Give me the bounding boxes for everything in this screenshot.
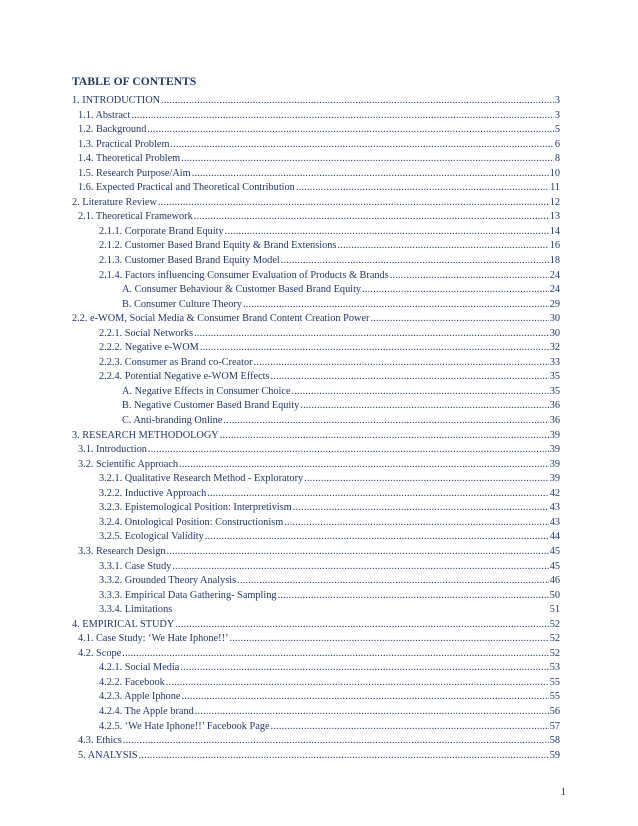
toc-entry-title: 4.3. Ethics (78, 735, 122, 747)
toc-entry-title: 3.3.2. Grounded Theory Analysis (99, 575, 237, 587)
toc-entry[interactable] (72, 399, 560, 414)
toc-entry[interactable] (72, 167, 560, 182)
toc-entry-title: 2.2. e-WOM, Social Media & Consumer Brand Content Creation Power (72, 313, 370, 325)
dot-leader (254, 356, 549, 371)
toc-entry-title: 4.2. Scope (78, 647, 122, 659)
dot-leader (171, 138, 554, 153)
toc-entry-title: 2.2.2. Negative e-WOM (99, 342, 199, 354)
toc-entry[interactable] (72, 298, 560, 313)
dot-leader (147, 123, 553, 138)
toc-entry-title: 3.3.1. Case Study (99, 560, 172, 572)
toc-entry-page: 30 (549, 327, 560, 339)
dot-leader (175, 618, 548, 633)
toc-entry-title: 1.4. Theoretical Problem (78, 153, 181, 165)
toc-entry-title: 2.1.1. Corporate Brand Equity (99, 225, 224, 237)
toc-entry-page: 39 (549, 444, 560, 456)
dot-leader (281, 254, 549, 269)
toc-entry[interactable] (72, 196, 560, 211)
toc-entry[interactable] (72, 225, 560, 240)
toc-entry-title: 2.1. Theoretical Framework (78, 211, 193, 223)
toc-entry[interactable] (72, 341, 560, 356)
dot-leader (194, 210, 549, 225)
dot-leader (181, 152, 554, 167)
toc-entry-title: 2.2.1. Social Networks (99, 327, 194, 339)
dot-leader (292, 385, 549, 400)
toc-entry-title: 4. EMPIRICAL STUDY (72, 618, 175, 630)
toc-entry[interactable] (72, 283, 560, 298)
toc-entry-title: 3.2.5. Ecological Validity (99, 531, 204, 543)
dot-leader (293, 501, 549, 516)
toc-entry[interactable] (72, 545, 560, 560)
dot-leader (225, 225, 549, 240)
toc-entry[interactable] (72, 705, 560, 720)
dot-leader (271, 720, 549, 735)
toc-entry-title: 3.2.1. Qualitative Research Method - Exploratory (99, 473, 304, 485)
toc-entry-title: 4.2.3. Apple Iphone (99, 691, 181, 703)
dot-leader (192, 167, 549, 182)
toc-entry-page: 45 (549, 560, 560, 572)
toc-entry-page: 8 (554, 153, 560, 165)
dot-leader (200, 341, 549, 356)
toc-entry-page: 55 (549, 691, 560, 703)
toc-entry-title: 3.3. Research Design (78, 545, 166, 557)
toc-entry-title: 1. INTRODUCTION (72, 95, 161, 106)
dot-leader (123, 734, 549, 749)
toc-entry-title: 3.2.3. Epistemological Position: Interpretivism (99, 502, 292, 514)
toc-entry-page: 51 (549, 604, 560, 616)
toc-entry[interactable] (72, 458, 560, 473)
dot-leader (172, 560, 548, 575)
toc-entry-title: 2.2.4. Potential Negative e-WOM Effects (99, 371, 270, 383)
toc-entry-title: 3.3.3. Empirical Data Gathering- Sampling (99, 589, 277, 601)
toc-entry-title: C. Anti-branding Online (122, 415, 223, 427)
dot-leader (122, 647, 549, 662)
dot-leader (179, 458, 549, 473)
dot-leader (195, 705, 549, 720)
toc-entry-title: 5. ANALYSIS (78, 749, 138, 761)
dot-leader (139, 749, 549, 764)
toc-entry-page: 35 (549, 385, 560, 397)
toc-entry-title: 3.2.2. Inductive Approach (99, 487, 207, 499)
toc-entry-page: 44 (549, 531, 560, 543)
dot-leader (370, 312, 548, 327)
toc-entry-title: 3.2. Scientific Approach (78, 458, 179, 470)
toc-entry-title: 4.2.5. ‘We Hate Iphone!!’ Facebook Page (99, 720, 270, 732)
toc-entry-page: 45 (549, 545, 560, 557)
toc-entry[interactable] (72, 210, 560, 225)
toc-list (72, 94, 560, 763)
dot-leader (205, 530, 549, 545)
dot-leader (229, 632, 548, 647)
toc-entry[interactable] (72, 109, 560, 124)
toc-entry-title: A. Consumer Behaviour & Customer Based Brand Equity (122, 284, 362, 296)
dot-leader (337, 239, 548, 254)
toc-entry-title: 1.1. Abstract (78, 109, 131, 121)
toc-entry-title: 3.1. Introduction (78, 444, 147, 456)
toc-entry[interactable] (72, 356, 560, 371)
toc-entry[interactable] (72, 239, 560, 254)
toc-entry-title: 3. RESEARCH METHODOLOGY (72, 429, 219, 441)
page-number: 1 (560, 786, 566, 798)
toc-entry-title: 1.2. Background (78, 124, 147, 136)
dot-leader (243, 298, 549, 313)
dot-leader (223, 414, 548, 429)
toc-entry[interactable] (72, 429, 560, 444)
toc-entry-page: 39 (549, 429, 560, 441)
dot-leader (158, 196, 549, 211)
toc-entry-page: 50 (549, 589, 560, 601)
toc-entry-page: 3 (554, 95, 560, 106)
toc-entry[interactable] (72, 530, 560, 545)
toc-entry[interactable] (72, 443, 560, 458)
toc-entry-page: 24 (549, 269, 560, 281)
dot-leader (166, 676, 549, 691)
toc-entry-page: 30 (549, 313, 560, 325)
toc-entry[interactable] (72, 647, 560, 662)
toc-entry[interactable] (72, 385, 560, 400)
toc-entry-title: 1.6. Expected Practical and Theoretical Contribution (78, 182, 295, 194)
toc-entry-page: 13 (549, 211, 560, 223)
toc-entry-page: 29 (549, 298, 560, 310)
toc-entry[interactable] (72, 487, 560, 502)
toc-entry[interactable] (72, 560, 560, 575)
toc-entry[interactable] (72, 632, 560, 647)
toc-entry-page: 59 (549, 749, 560, 761)
toc-entry-page: 39 (549, 458, 560, 470)
dot-leader (390, 269, 549, 284)
toc-entry-title: 2.1.3. Customer Based Brand Equity Model (99, 255, 280, 267)
toc-entry-page: 12 (549, 196, 560, 208)
toc-entry[interactable] (72, 749, 560, 764)
toc-entry-page: 5 (554, 124, 560, 136)
toc-entry-page: 39 (549, 473, 560, 485)
toc-entry[interactable] (72, 94, 560, 109)
toc-entry-page: 14 (549, 225, 560, 237)
toc-title: TABLE OF CONTENTS (72, 76, 197, 88)
toc-entry[interactable] (72, 516, 560, 531)
toc-entry-title: 1.5. Research Purpose/Aim (78, 167, 191, 179)
toc-entry[interactable] (72, 618, 560, 633)
toc-entry-page: 43 (549, 502, 560, 514)
dot-leader (362, 283, 549, 298)
dot-leader (148, 443, 549, 458)
toc-entry-page: 52 (549, 618, 560, 630)
dot-leader (182, 690, 549, 705)
toc-entry[interactable] (72, 414, 560, 429)
toc-entry[interactable] (72, 370, 560, 385)
toc-entry[interactable] (72, 254, 560, 269)
toc-entry-page: 10 (549, 167, 560, 179)
toc-entry-page: 52 (549, 647, 560, 659)
toc-entry-title: 2.2.3. Consumer as Brand co-Creator (99, 356, 253, 368)
toc-entry-title: B. Consumer Culture Theory (122, 298, 242, 310)
toc-entry[interactable] (72, 661, 560, 676)
toc-entry-title: 4.2.4. The Apple brand (99, 705, 194, 717)
toc-entry[interactable] (72, 589, 560, 604)
dot-leader (167, 545, 549, 560)
toc-entry[interactable] (72, 574, 560, 589)
toc-entry[interactable] (72, 152, 560, 167)
toc-entry-title: 2.1.2. Customer Based Brand Equity & Brand Extensions (99, 240, 337, 252)
toc-entry[interactable] (72, 327, 560, 342)
toc-entry[interactable] (72, 734, 560, 749)
toc-entry-page: 56 (549, 705, 560, 717)
toc-entry-page: 36 (549, 415, 560, 427)
toc-entry[interactable] (72, 501, 560, 516)
dot-leader (131, 109, 554, 124)
toc-entry[interactable] (72, 123, 560, 138)
toc-entry-page: 33 (549, 356, 560, 368)
toc-entry-title: 2. Literature Review (72, 196, 157, 208)
dot-leader (300, 399, 548, 414)
toc-entry-page: 11 (550, 182, 560, 194)
toc-entry-page: 24 (549, 284, 560, 296)
toc-entry[interactable] (72, 138, 560, 153)
toc-entry-page: 42 (549, 487, 560, 499)
toc-entry-title: 2.1.4. Factors influencing Consumer Evaluation of Products & Brands (99, 269, 389, 281)
toc-entry-page: 55 (549, 676, 560, 688)
toc-entry-page: 32 (549, 342, 560, 354)
dot-leader (194, 327, 549, 342)
toc-entry[interactable] (72, 676, 560, 691)
toc-entry[interactable] (72, 472, 560, 487)
toc-entry-title: 4.1. Case Study: ‘We Hate Iphone!!’ (78, 633, 229, 645)
toc-entry-page: 16 (549, 240, 560, 252)
toc-entry[interactable] (72, 181, 560, 196)
toc-entry[interactable] (72, 269, 560, 284)
dot-leader (304, 472, 549, 487)
toc-entry-title: 1.3. Practical Problem (78, 138, 170, 150)
dot-leader (296, 181, 549, 196)
toc-entry-page: 6 (554, 138, 560, 150)
toc-entry[interactable] (72, 312, 560, 327)
toc-entry-page: 58 (549, 735, 560, 747)
toc-entry-page: 18 (549, 255, 560, 267)
toc-entry-title: 4.2.1. Social Media (99, 662, 180, 674)
toc-entry-title: 3.3.4. Limitations (99, 604, 173, 616)
toc-entry-title: 3.2.4. Ontological Position: Constructionism (99, 516, 284, 528)
toc-entry-title: 4.2.2. Facebook (99, 676, 165, 688)
toc-entry-page: 46 (549, 575, 560, 587)
toc-entry[interactable] (72, 690, 560, 705)
toc-entry-page: 36 (549, 400, 560, 412)
dot-leader (271, 370, 549, 385)
toc-entry[interactable] (72, 603, 560, 618)
toc-entry-page: 53 (549, 662, 560, 674)
toc-entry-title: B. Negative Customer Based Brand Equity (122, 400, 300, 412)
dot-leader (237, 574, 549, 589)
dot-leader (220, 429, 549, 444)
dot-leader (278, 589, 549, 604)
toc-entry-page: 43 (549, 516, 560, 528)
dot-leader (161, 94, 554, 109)
toc-entry-page: 35 (549, 371, 560, 383)
dot-leader (180, 661, 548, 676)
dot-leader (284, 516, 549, 531)
dot-leader (207, 487, 548, 502)
toc-entry-title: A. Negative Effects in Consumer Choice (122, 385, 291, 397)
toc-entry-page: 52 (549, 633, 560, 645)
toc-entry-page: 57 (549, 720, 560, 732)
toc-entry-page: 3 (554, 109, 560, 121)
toc-entry[interactable] (72, 720, 560, 735)
